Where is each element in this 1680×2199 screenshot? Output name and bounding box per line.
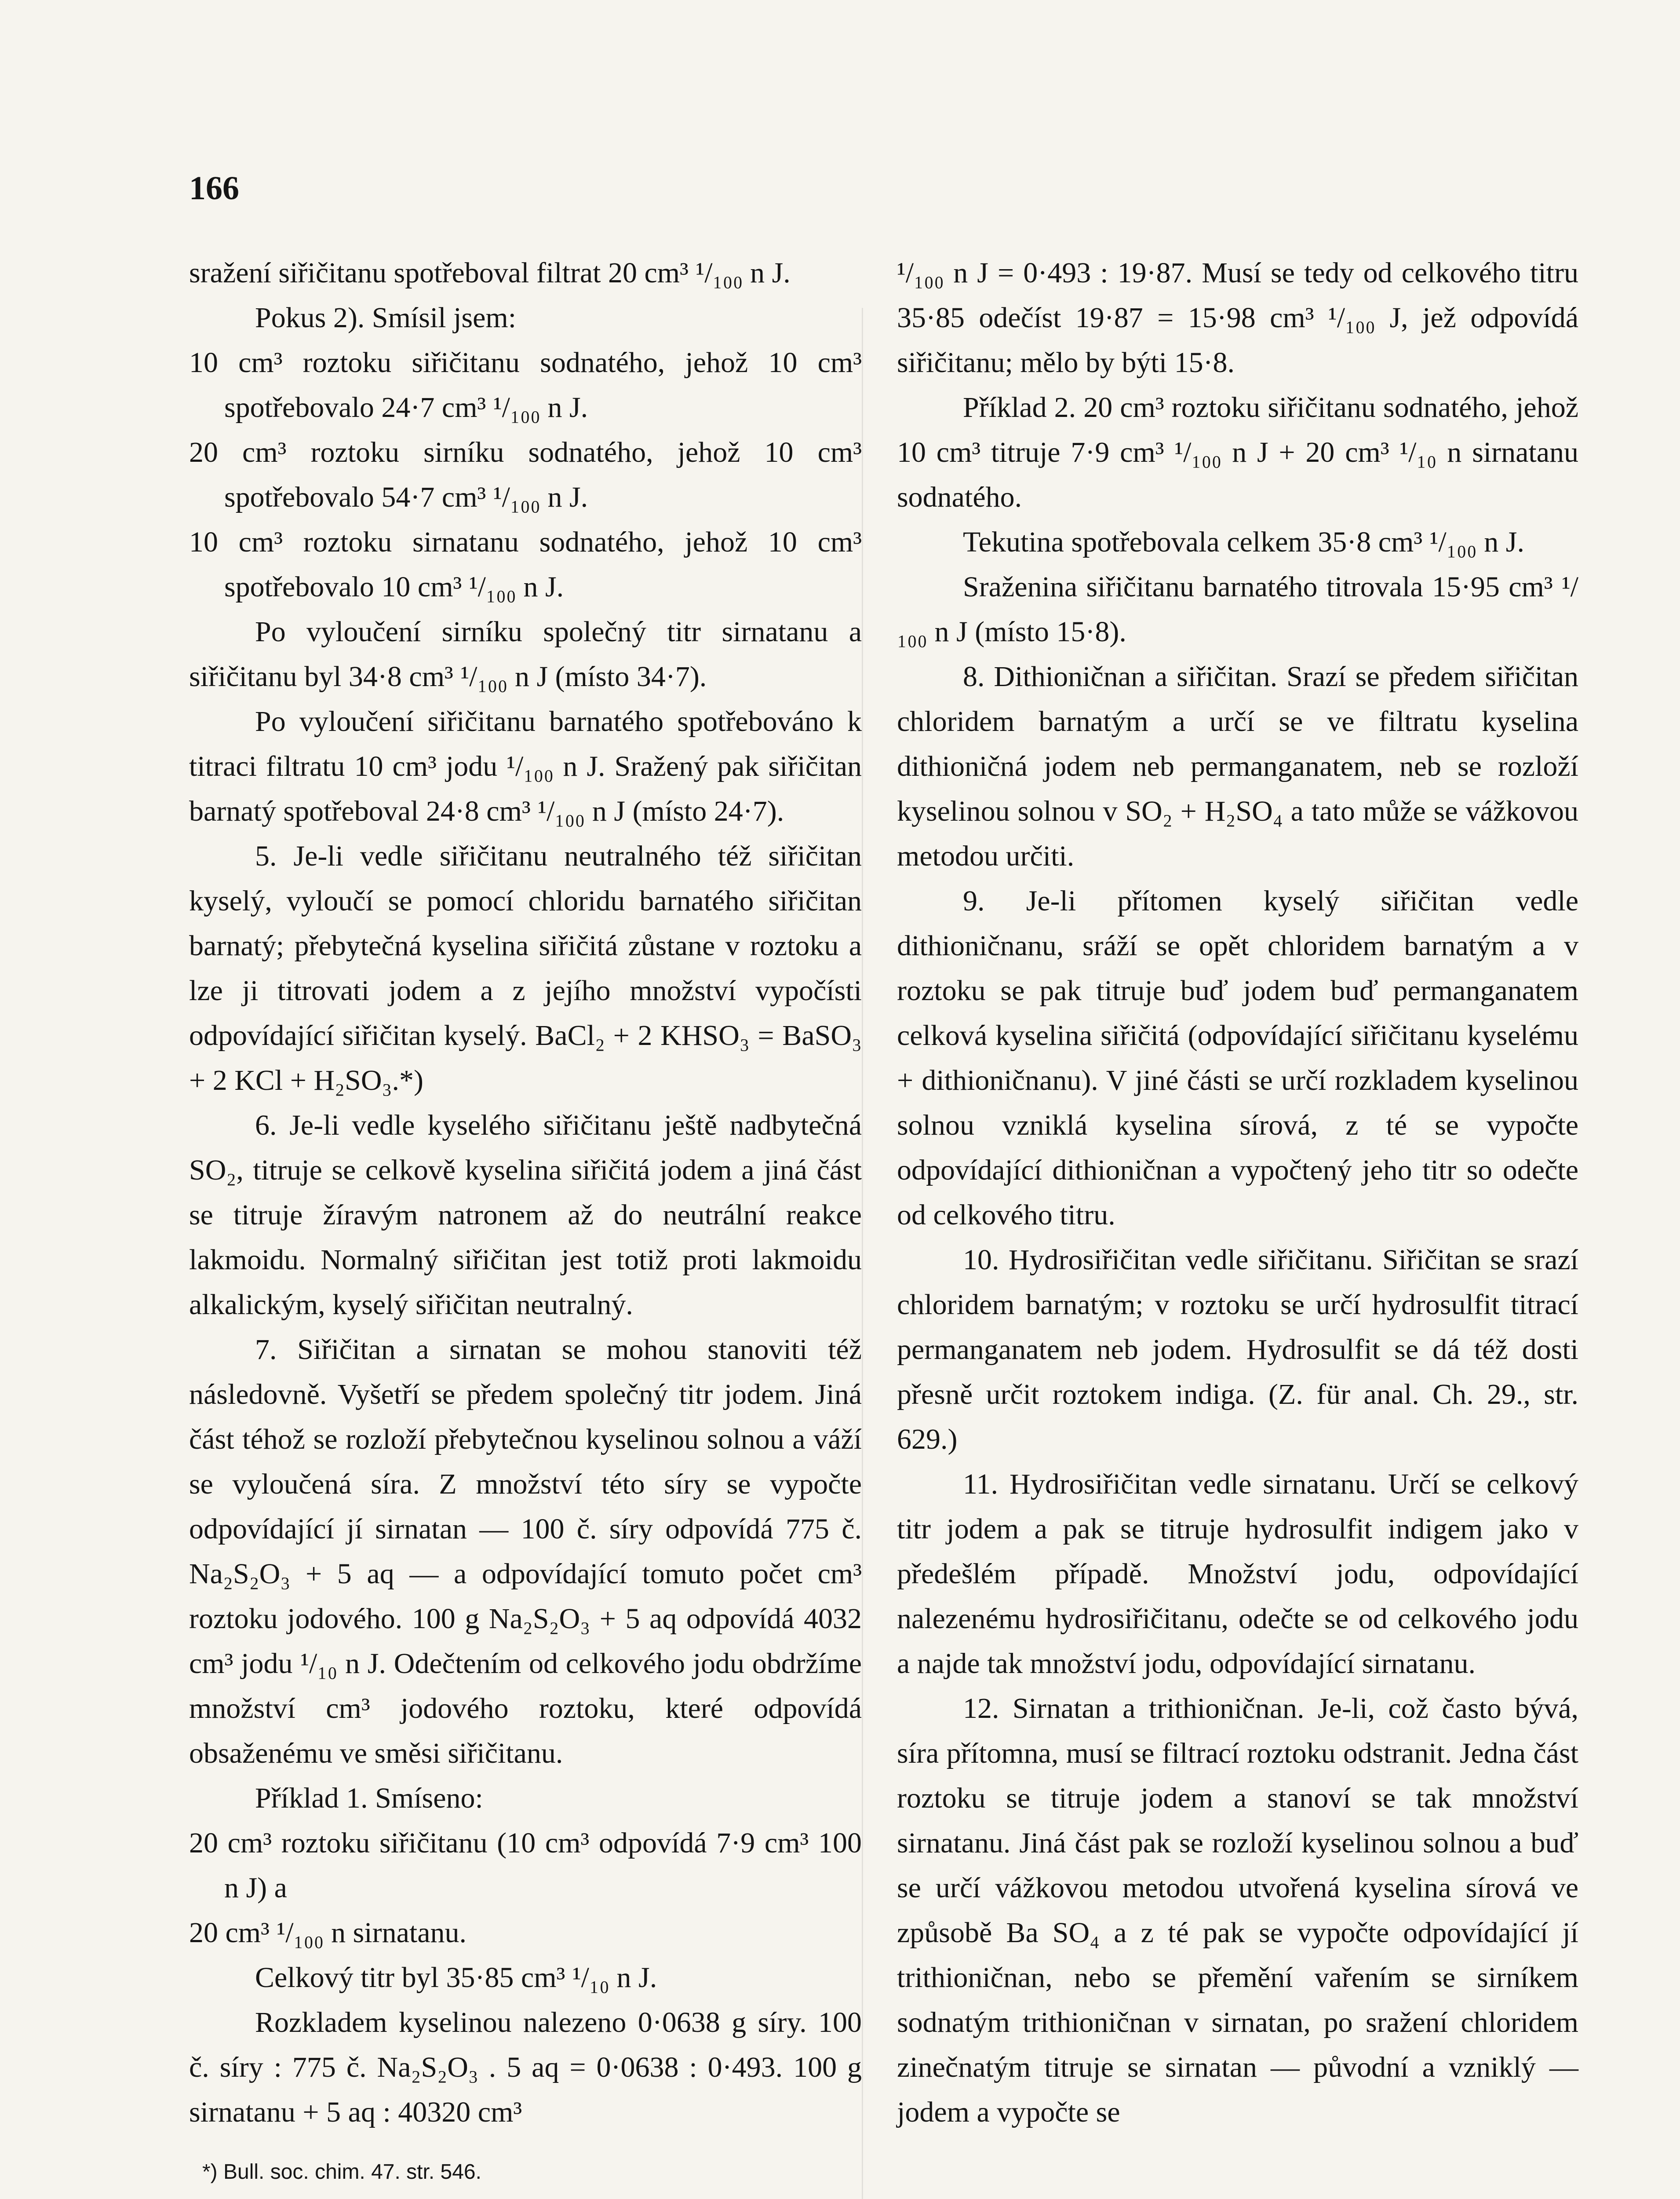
paragraph: 5. Je-li vedle siřičitanu neutralného též siřičitan kyselý, vyloučí se pomocí chloridu barnatého siřičitan barnatý; přebytečná kyselina siřičitá zůstane v roztoku a lze ji titrovati jodem a z jejího množství vypočísti odpovídající siřičitan kyselý. BaCl₂ + 2 KHSO₃ = BaSO₃ + 2 KCl + H₂SO₃.*)	[189, 840, 862, 1096]
paragraph: Sraženina siřičitanu barnatého titrovala 15·95 cm³ ¹/₁₀₀ n J (místo 15·8).	[897, 571, 1578, 648]
section-9: 9. Je-li přítomen kyselý siřičitan vedle dithioničnanu, sráží se opět chloridem barnatým a v roztoku se pak titruje buď jodem buď permanganatem celková kyselina siřičitá (odpovídající siřičitanu kyselému + dithioničnanu). V jiné části se určí rozkladem kyselinou solnou vzniklá kyselina sírová, z té se vypočte odpovídající dithioničnan a vypočtený jeho titr so odečte od celkového titru.	[897, 885, 1578, 1231]
left-column	[189, 251, 862, 2188]
paragraph: Pokus 2). Smísil jsem:	[255, 302, 517, 334]
list-item: 20 cm³ roztoku siřičitanu (10 cm³ odpovídá 7·9 cm³ 100 n J) a	[189, 1827, 862, 1904]
page-number: 166	[189, 170, 239, 207]
paragraph: 6. Je-li vedle kyselého siřičitanu ještě nadbytečná SO₂, titruje se celkově kyselina siřičitá jodem a jiná část se titruje žíravým natronem až do neutrální reakce lakmoidu. Normalný siřičitan jest totiž proti lakmoidu alkalickým, kyselý siřičitan neutralný.	[189, 1109, 862, 1321]
paragraph: Rozkladem kyselinou nalezeno 0·0638 g síry. 100 č. síry : 775 č. Na₂S₂O₃ . 5 aq = 0·0638 : 0·493. 100 g sirnatanu + 5 aq : 40320 cm³	[189, 2006, 862, 2128]
section-10: 10. Hydrosiřičitan vedle siřičitanu. Siřičitan se srazí chloridem barnatým; v roztoku se určí hydrosulfit titrací permanganatem neb jodem. Hydrosulfit se dá též dosti přesně určit roztokem indiga. (Z. für anal. Ch. 29., str. 629.)	[897, 1244, 1578, 1455]
paragraph: sražení siřičitanu spotřeboval filtrat 20 cm³ ¹/₁₀₀ n J.	[189, 257, 791, 289]
section-12: 12. Sirnatan a trithioničnan. Je-li, což často bývá, síra přítomna, musí se filtrací roztoku odstranit. Jedna část roztoku se titruje jodem a stanoví se tak množství sirnatanu. Jiná část pak se rozloží kyselinou solnou a buď se určí vážkovou metodou utvořená kyselina sírová ve způsobě Ba SO₄ a z té pak se vypočte odpovídající jí trithioničnan, nebo se přemění vařením se sirníkem sodnatým trithioničnan v sirnatan, po sražení chloridem zinečnatým titruje se sirnatan — původní a vzniklý — jodem a vypočte se	[897, 1692, 1578, 2128]
paragraph: Po vyloučení siřičitanu barnatého spotřebováno k titraci filtratu 10 cm³ jodu ¹/₁₀₀ n J. Sražený pak siřičitan barnatý spotřeboval 24·8 cm³ ¹/₁₀₀ n J (místo 24·7).	[189, 705, 862, 827]
column-divider	[862, 308, 863, 2199]
list-item: 10 cm³ roztoku siřičitanu sodnatého, jehož 10 cm³ spotřebovalo 24·7 cm³ ¹/₁₀₀ n J.	[189, 347, 862, 424]
paragraph: Příklad 2. 20 cm³ roztoku siřičitanu sodnatého, jehož 10 cm³ titruje 7·9 cm³ ¹/₁₀₀ n J + 20 cm³ ¹/₁₀ n sirnatanu sodnatého.	[897, 391, 1578, 513]
list-item: 20 cm³ roztoku sirníku sodnatého, jehož 10 cm³ spotřebovalo 54·7 cm³ ¹/₁₀₀ n J.	[189, 436, 862, 513]
list-item: 10 cm³ roztoku sirnatanu sodnatého, jehož 10 cm³ spotřebovalo 10 cm³ ¹/₁₀₀ n J.	[189, 526, 862, 603]
paragraph: Po vyloučení sirníku společný titr sirnatanu a siřičitanu byl 34·8 cm³ ¹/₁₀₀ n J (místo 34·7).	[189, 616, 862, 693]
list-item: 20 cm³ ¹/₁₀₀ n sirnatanu.	[189, 1917, 466, 1949]
paragraph: ¹/₁₀₀ n J = 0·493 : 19·87. Musí se tedy od celkového titru 35·85 odečíst 19·87 = 15·98 cm³ ¹/₁₀₀ J, jež odpovídá siřičitanu; mělo by býti 15·8.	[897, 257, 1578, 379]
paragraph: Příklad 1. Smíseno:	[255, 1782, 483, 1814]
section-11: 11. Hydrosiřičitan vedle sirnatanu. Určí se celkový titr jodem a pak se titruje hydrosulfit indigem jako v předešlém případě. Množství jodu, odpovídající nalezenému hydrosiřičitanu, odečte se od celkového jodu a najde tak množství jodu, odpovídající sirnatanu.	[897, 1468, 1578, 1680]
paragraph: Celkový titr byl 35·85 cm³ ¹/₁₀ n J.	[255, 1962, 657, 1994]
right-column	[897, 251, 1578, 2135]
section-8: 8. Dithioničnan a siřičitan. Srazí se předem siřičitan chloridem barnatým a určí se ve filtratu kyselina dithioničná jodem neb permanganatem, neb se rozloží kyselinou solnou v SO₂ + H₂SO₄ a tato může se vážkovou metodou určiti.	[897, 661, 1578, 872]
footnote: *) Bull. soc. chim. 47. str. 546.	[202, 2160, 481, 2184]
paragraph: 7. Siřičitan a sirnatan se mohou stanoviti též následovně. Vyšetří se předem společný titr jodem. Jiná část téhož se rozloží přebytečnou kyselinou solnou a váží se vyloučená síra. Z množství této síry se vypočte odpovídající jí sirnatan — 100 č. síry odpovídá 775 č. Na₂S₂O₃ + 5 aq — a odpovídající tomuto počet cm³ roztoku jodového. 100 g Na₂S₂O₃ + 5 aq odpovídá 4032 cm³ jodu ¹/₁₀ n J. Odečtením od celkového jodu obdržíme množství cm³ jodového roztoku, které odpovídá obsaženému ve směsi siřičitanu.	[189, 1333, 862, 1769]
paragraph: Tekutina spotřebovala celkem 35·8 cm³ ¹/₁₀₀ n J.	[963, 526, 1524, 558]
